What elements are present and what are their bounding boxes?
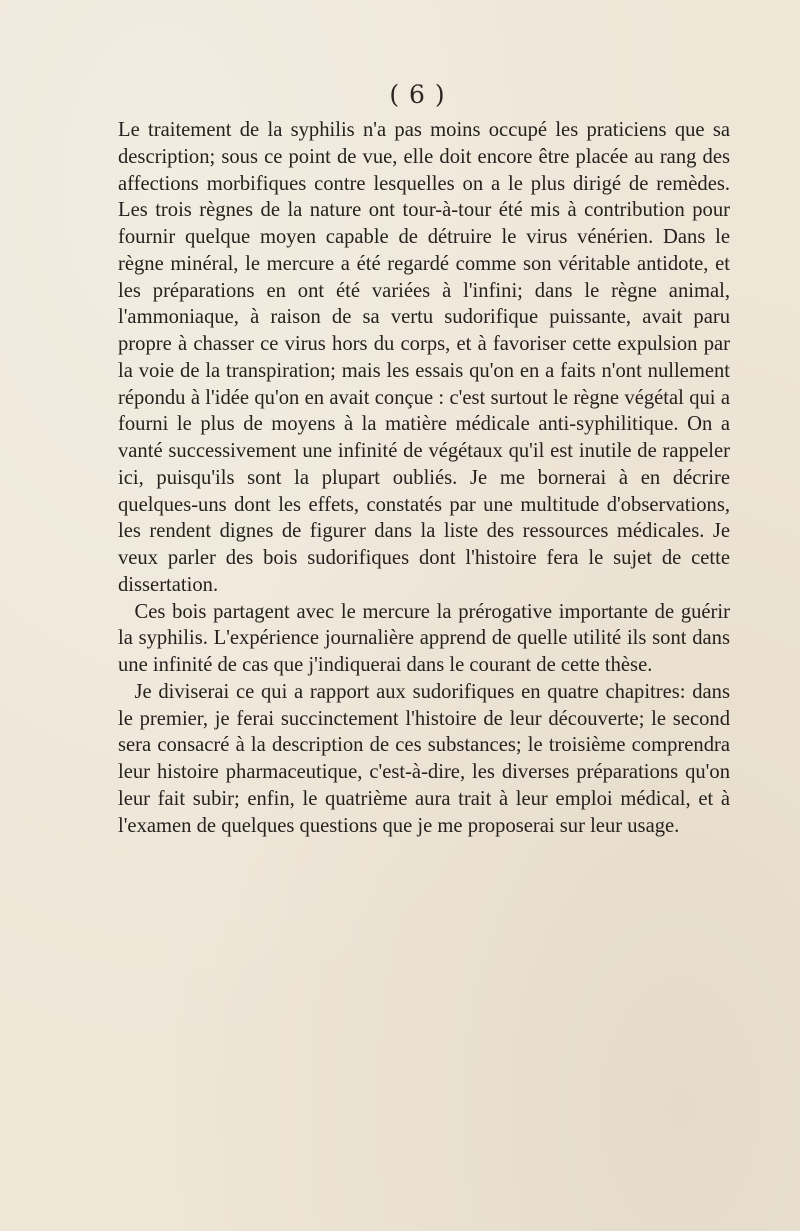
paragraph-1: Le traitement de la syphilis n'a pas moins occupé les praticiens que sa description; sous ce point de vue, elle doit encore être placée au rang des affections morbifiques contre lesquelles on a le plus dirigé de remèdes. Les trois règnes de la nature ont tour-à-tour été mis à contribution pour fournir quelque moyen capable de détruire le virus vénérien. Dans le règne minéral, le mercure a été regardé comme son véritable antidote, et les préparations en ont été variées à l'infini; dans le règne animal, l'ammoniaque, à raison de sa vertu sudorifique puissante, avait paru propre à chasser ce virus hors du corps, et à favoriser cette expulsion par la voie de la transpiration; mais les essais qu'on en a faits n'ont nullement répondu à l'idée qu'on en avait conçue : c'est surtout le règne végétal qui a fourni le plus de moyens à la matière médicale anti-syphilitique. On a vanté successivement une infinité de végétaux qu'il est inutile de rappeler ici, puisqu'ils sont la plupart oubliés. Je me bornerai à en décrire quelques-uns dont les effets, constatés par une multitude d'observations, les rendent dignes de figurer dans la liste des ressources médicales. Je veux parler des bois sudorifiques dont l'histoire fera le sujet de cette dissertation.	[118, 119, 730, 596]
page-number: ( 6 )	[389, 80, 446, 109]
paragraph-2: Ces bois partagent avec le mercure la prérogative importante de guérir la syphilis. L'expérience journalière apprend de quelle utilité ils sont dans une infinité de cas que j'indiquerai dans le courant de cette thèse.	[118, 600, 730, 676]
paragraph-3: Je diviserai ce qui a rapport aux sudorifiques en quatre chapitres: dans le premier, je ferai succinctement l'histoire de leur découverte; le second sera consacré à la description de ces substances; le troisième comprendra leur histoire pharmaceutique, c'est-à-dire, les diverses préparations qu'on leur fait subir; enfin, le quatrième aura trait à leur emploi médical, et à l'examen de quelques questions que je me proposerai sur leur usage.	[118, 680, 730, 837]
body-text	[118, 117, 730, 839]
